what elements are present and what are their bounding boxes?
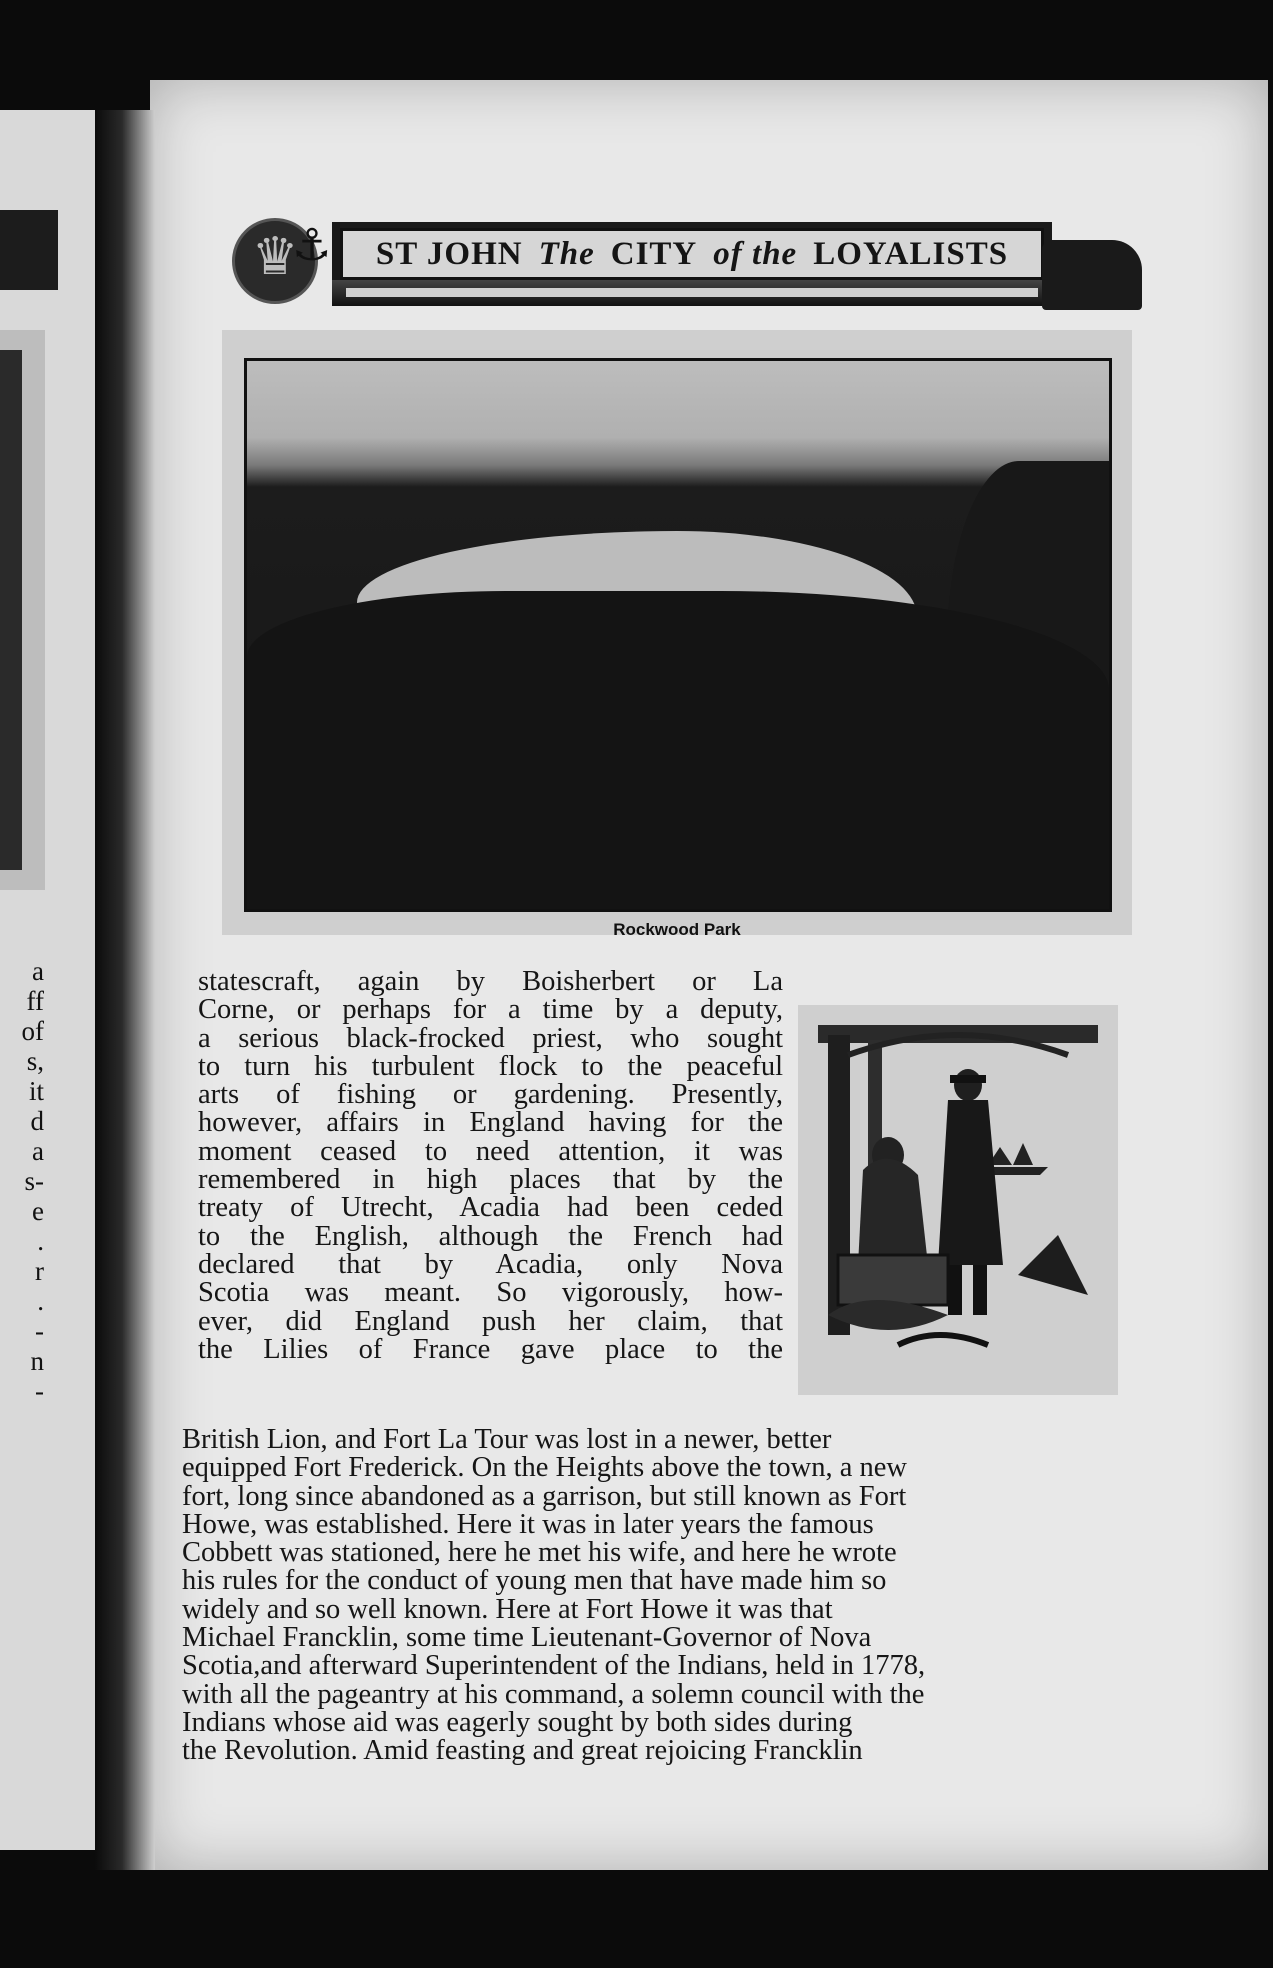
narrow-text-line: to the English, although the French had — [198, 1220, 783, 1252]
left-page-fragment: . — [37, 1286, 44, 1316]
left-page-fragment: - — [35, 1376, 44, 1406]
narrow-text-line: moment ceased to need attention, it was — [198, 1135, 783, 1167]
left-page-fragment: a — [32, 956, 44, 986]
title-of-the: of the — [713, 235, 798, 272]
narrow-text-line: remembered in high places that by the — [198, 1164, 783, 1196]
photo-forest — [247, 591, 1109, 912]
wide-text-line: Michael Francklin, some time Lieutenant-Governor of Nova — [182, 1622, 872, 1654]
title-st-john: ST JOHN — [375, 235, 523, 272]
narrow-text-line: ever, did England push her claim, that — [198, 1305, 783, 1337]
title-underline-band — [332, 280, 1052, 306]
narrow-text-line: treaty of Utrecht, Acadia had been ceded — [198, 1192, 783, 1224]
page-gutter — [95, 110, 155, 1870]
wide-text-line: equipped Fort Frederick. On the Heights above the town, a new — [182, 1452, 907, 1484]
left-page-text-fragments — [4, 956, 44, 1406]
narrow-text-line: to turn his turbulent flock to the peaceful — [198, 1050, 783, 1082]
left-page-fragment: e — [32, 1196, 44, 1226]
narrow-text-line: declared that by Acadia, only Nova — [198, 1248, 783, 1280]
left-page-fragment: ff — [26, 986, 44, 1016]
left-page-banner-fragment — [0, 210, 58, 290]
wide-text-line: widely and so well known. Here at Fort Howe it was that — [182, 1593, 833, 1625]
wide-text-line: the Revolution. Amid feasting and great rejoicing Francklin — [182, 1735, 863, 1767]
page-title — [340, 228, 1044, 280]
wide-text-line: with all the pageantry at his command, a solemn council with the — [182, 1678, 925, 1710]
left-page-fragment: r — [35, 1256, 44, 1286]
wide-text-line: Cobbett was stationed, here he met his wife, and here he wrote — [182, 1537, 897, 1569]
engraving-illustration — [798, 1005, 1118, 1395]
wide-text-line: Indians whose aid was eagerly sought by both sides during — [182, 1706, 853, 1738]
narrow-text-line: the Lilies of France gave place to the — [198, 1333, 783, 1365]
left-page-fragment: of — [21, 1016, 44, 1046]
colonial-figures-engraving — [808, 1015, 1108, 1385]
narrow-text-line: statescraft, again by Boisherbert or La — [198, 966, 783, 997]
ship-ornament-right-icon — [1042, 240, 1142, 310]
photo-mount — [222, 330, 1132, 935]
wide-text-line: his rules for the conduct of young men that have made him so — [182, 1565, 887, 1597]
body-text-full-width — [182, 1426, 1088, 1766]
narrow-text-line: however, affairs in England having for the — [198, 1107, 783, 1139]
left-page-fragment: d — [30, 1106, 44, 1136]
narrow-text-line: arts of fishing or gardening. Presently, — [198, 1079, 783, 1111]
page-header-banner — [232, 210, 1138, 320]
wide-text-line: fort, long since abandoned as a garrison, but still known as Fort — [182, 1480, 907, 1512]
narrow-text-line: Scotia was meant. So vigorously, how- — [198, 1277, 783, 1309]
narrow-text-line: a serious black-frocked priest, who sought — [198, 1022, 783, 1054]
left-page-fragment: . — [37, 1226, 44, 1256]
body-text-narrow-column — [198, 968, 783, 1364]
left-page-fragment: - — [35, 1316, 44, 1346]
wide-text-line: Scotia,and afterward Superintendent of the Indians, held in 1778, — [182, 1650, 926, 1682]
wide-text-line: Howe, was established. Here it was in later years the famous — [182, 1508, 874, 1540]
left-page-fragment: s- — [24, 1166, 44, 1196]
ship-ornament-icon: ⚓ — [292, 220, 332, 271]
rockwood-park-photo — [244, 358, 1112, 912]
left-page-fragment: it — [28, 1076, 44, 1106]
wide-text-line: British Lion, and Fort La Tour was lost in a newer, better — [182, 1424, 832, 1455]
title-city: CITY — [610, 235, 698, 272]
left-page-fragment: s, — [26, 1046, 44, 1076]
title-the: The — [538, 235, 595, 272]
narrow-text-line: Corne, or perhaps for a time by a deputy, — [198, 994, 783, 1026]
photo-caption: Rockwood Park — [613, 920, 741, 939]
left-page-fragment: a — [32, 1136, 44, 1166]
left-page-photo-fragment — [0, 330, 45, 890]
title-loyalists: LOYALISTS — [813, 235, 1009, 272]
left-page-fragment: n — [30, 1346, 44, 1376]
title-band — [332, 222, 1052, 280]
